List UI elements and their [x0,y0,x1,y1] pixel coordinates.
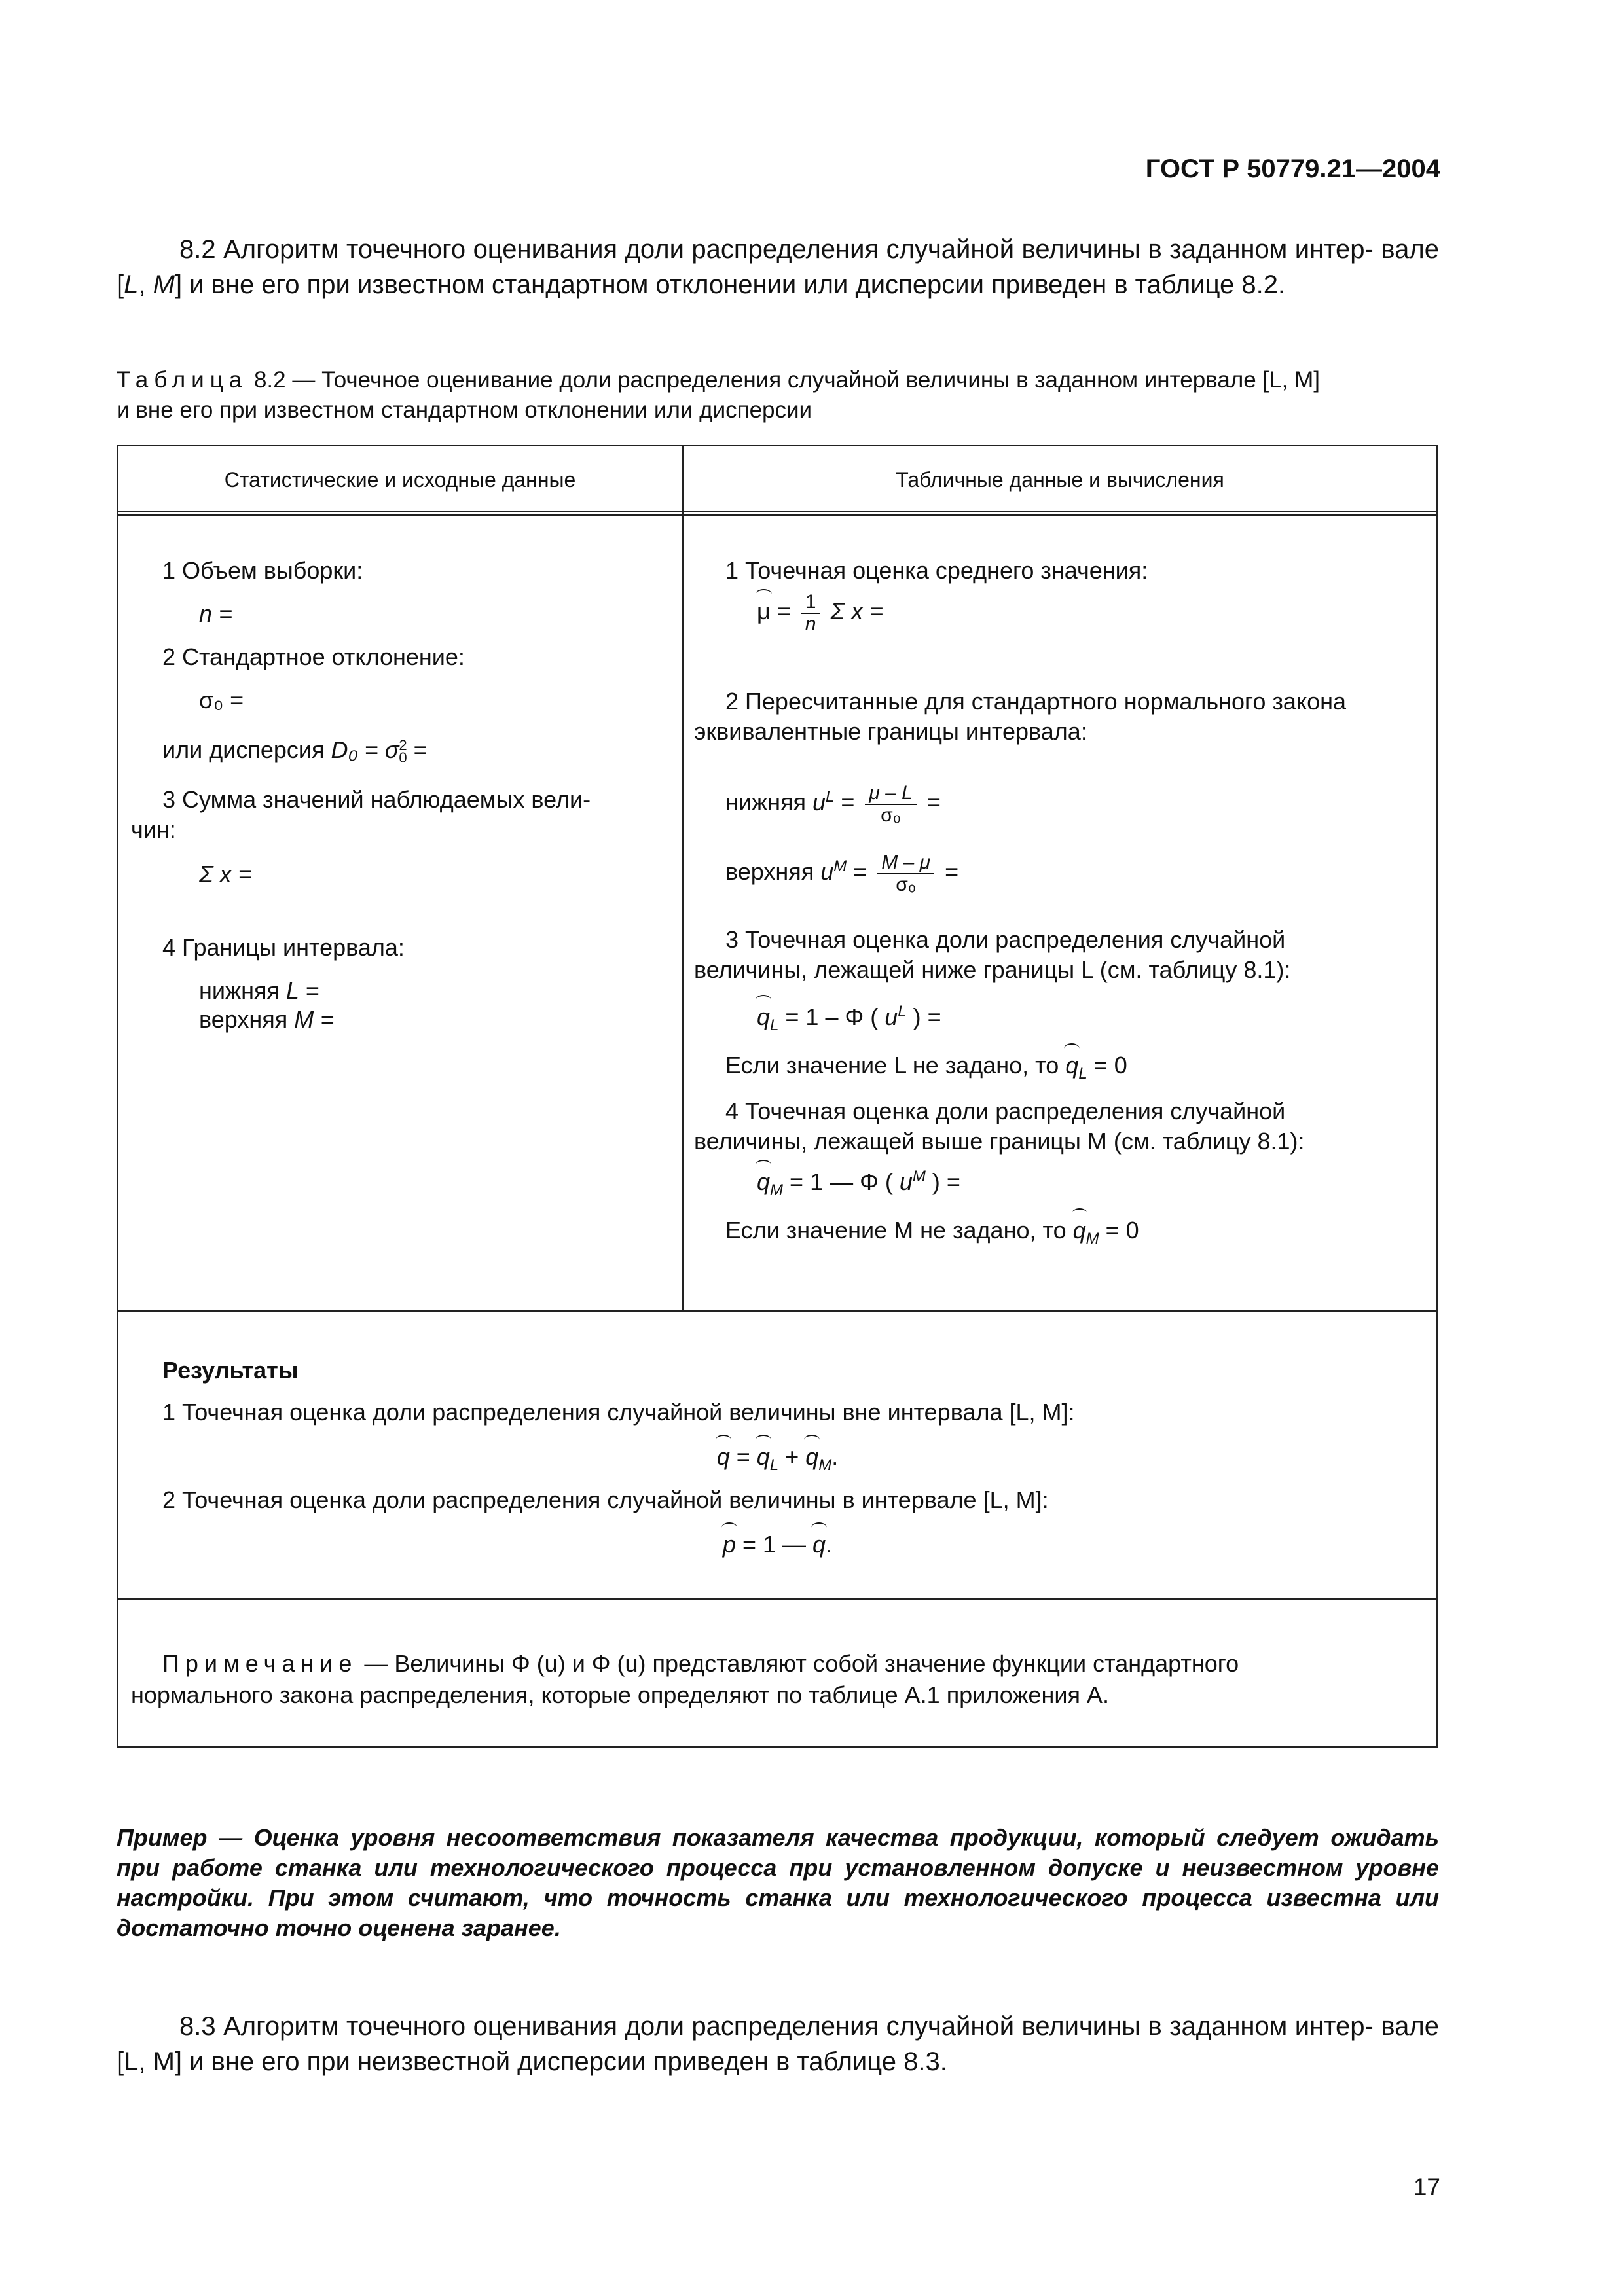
input-data-cell [131,514,669,1300]
list-item-text: эквивалентные границы интервала: [694,718,1087,745]
example-paragraph: Пример — Оценка уровня несоответствия показателя качества продукции, который следует ожидать при работе станка или технологического процесса при установленном допуске и неизвестном уровне настройки. При этом считают, что точность станка или технологического процесса известна или достаточно точно оценена заранее. [117,1824,1439,1942]
page-number: 17 [1413,2174,1440,2200]
paragraph-text: ] и вне его при известном стандартном отклонении или дисперсии приведен в таблице 8.2. [174,270,1286,299]
paragraph-number: 8.2 [179,235,216,264]
formula-var: u [812,789,826,816]
formula-text: . [831,1443,839,1470]
results-formula: $q = q_L + q_M$. [131,1441,1424,1476]
formula-qL [757,1001,941,1036]
results-title: Результаты [162,1357,299,1384]
formula-var: μ [757,596,771,627]
numerator: 1 [801,592,820,614]
results-cell [131,1310,1424,1598]
column-header: Статистические и исходные данные [224,468,576,492]
subscript: M [770,1181,784,1200]
header-rule [118,511,1436,512]
list-item: 1 Точечная оценка среднего значения: [725,557,1148,584]
formula-text: верхняя [199,1006,288,1033]
note-cell [131,1598,1424,1748]
formula-var: q [757,1001,770,1033]
formula-var: q [717,1441,730,1473]
note-line [162,1648,1406,1679]
formula [199,975,319,1007]
list-item: 1 Объем выборки: [162,557,363,584]
subscript: L [1078,1065,1087,1083]
formula-text: = [407,736,428,763]
list-item [725,924,1432,956]
condition-text: Если значение L не задано, то [725,1052,1059,1079]
formula: или дисперсия D₀ = σ 2 0 = [162,736,428,766]
caption-label: Таблица [117,367,248,393]
formula: σ₀ = [199,687,244,713]
note-line: нормального закона распределения, которые определяют по таблице А.1 приложения А. [131,1681,1109,1708]
formula-text: = 0 [1093,1052,1127,1079]
list-item [725,1096,1432,1127]
caption-line: и вне его при известном стандартном отклонении или дисперсии [117,397,812,423]
var-L: L [124,270,139,299]
paragraph-8-3 [117,2009,1439,2079]
fraction [801,592,820,634]
formula-upper-bound: верхняя $u^M$ = $\frac{M - \mu}{\text{σ₀}}$ = [725,852,959,895]
table-8-2 [117,445,1438,1748]
formula-lower-bound: нижняя $u^L$ = $\frac{\mu - L}{\text{σ₀}}$ = [725,782,941,826]
formula-var: L = [285,977,319,1004]
denominator: σ₀ [881,804,902,826]
denominator: n [805,613,816,635]
list-item-text: 3 Сумма значений наблюдаемых вели- [162,786,591,813]
formula-var: u [820,858,834,886]
separator: , [138,270,153,299]
list-item-text: величины, лежащей выше границы M (см. таблицу 8.1): [694,1128,1305,1155]
paragraph-text: Алгоритм точечного оценивания доли распределения случайной величины в заданном интер- [223,2012,1374,2041]
table-caption [117,365,1439,425]
subscript: L [769,1456,779,1475]
column-divider [682,446,684,1310]
formula-var: p [723,1529,736,1560]
subscript: L [770,1016,779,1035]
list-item-text: чин: [131,816,176,843]
list-item-text: величины, лежащей ниже границы L (см. таблицу 8.1): [694,956,1291,983]
list-item-text: 4 Точечная оценка доли распределения случайной [725,1098,1286,1124]
fraction [865,783,916,825]
caption-line: 8.2 — Точечное оценивание доли распределения случайной величины в заданном интервале [L, M] [253,367,1320,393]
formula-text: ) = [932,1168,960,1195]
paragraph-text: Алгоритм точечного оценивания доли распределения случайной величины в заданном интер- [223,235,1374,264]
subscript: M [818,1456,832,1475]
formula-text: = 1 – Φ ( [785,1003,879,1030]
results-line: 2 Точечная оценка доли распределения случайной величины в интервале [L, M]: [162,1486,1049,1513]
formula-text: = 1 — [735,1531,813,1558]
subscript: M [1085,1230,1099,1248]
formula-var: D₀ = σ [331,736,399,763]
formula: Σ x = [199,861,252,888]
paragraph-text: вале [ [117,235,1439,299]
formula-var: q [757,1166,770,1198]
list-item [162,784,640,816]
paragraph-number: 8.3 [179,2012,216,2041]
condition-M [725,1215,1139,1249]
list-item-text: 2 Пересчитанные для стандартного нормального закона [725,688,1347,715]
denominator: σ₀ [896,873,917,895]
superscript: M [912,1168,926,1185]
formula: n = [199,600,233,627]
condition-text: Если значение M не задано, то [725,1217,1067,1244]
formula [199,1004,334,1035]
formula-var: M = [294,1006,335,1033]
document-code: ГОСТ Р 50779.21—2004 [1145,154,1440,183]
superscript: M [833,857,847,876]
paragraph-text: вале [L, M] и вне его при неизвестной дисперсии приведен в таблице 8.3. [117,2012,1439,2076]
list-item [725,686,1432,717]
condition-L [725,1050,1127,1085]
fraction [877,852,934,895]
calculation-cell [694,514,1424,1300]
numerator: μ – L [865,783,916,805]
numerator: M – μ [877,852,934,874]
list-item: 4 Границы интервала: [162,934,405,961]
results-formula: p = 1 — q. [131,1529,1424,1560]
formula-var: q [757,1441,770,1473]
formula-var: q [1065,1050,1078,1081]
formula-text: нижняя [725,789,806,816]
list-item: 2 Стандартное отклонение: [162,643,465,670]
column-header: Табличные данные и вычисления [896,468,1224,492]
formula-text: = 1 — Φ ( [790,1168,893,1195]
formula-mean: μ = $\frac{1}{n}$ Σ x = [757,591,884,635]
formula-var: q [1073,1215,1086,1246]
superscript: L [898,1003,907,1020]
formula-var: q [812,1529,826,1560]
paragraph-8-2 [117,232,1439,302]
formula-text: верхняя [725,858,814,886]
results-line: 1 Точечная оценка доли распределения случайной величины вне интервала [L, M]: [162,1399,1075,1426]
formula-var: q [805,1441,818,1473]
formula-var: u [884,1003,898,1030]
formula-qM [757,1166,960,1201]
note-label: Примечание [162,1650,358,1677]
formula-text: ) = [913,1003,941,1030]
note-text: — Величины Φ (u) и Φ (u) представляют собой значение функции стандартного [364,1650,1239,1677]
formula-text: Σ x = [830,598,884,625]
formula-text: нижняя [199,977,280,1004]
superscript: L [826,788,835,806]
formula-text: или дисперсия [162,736,325,763]
formula-var: u [899,1168,913,1195]
list-item-text: 3 Точечная оценка доли распределения случайной [725,926,1286,953]
var-M: M [153,270,175,299]
formula-text: = 0 [1105,1217,1139,1244]
